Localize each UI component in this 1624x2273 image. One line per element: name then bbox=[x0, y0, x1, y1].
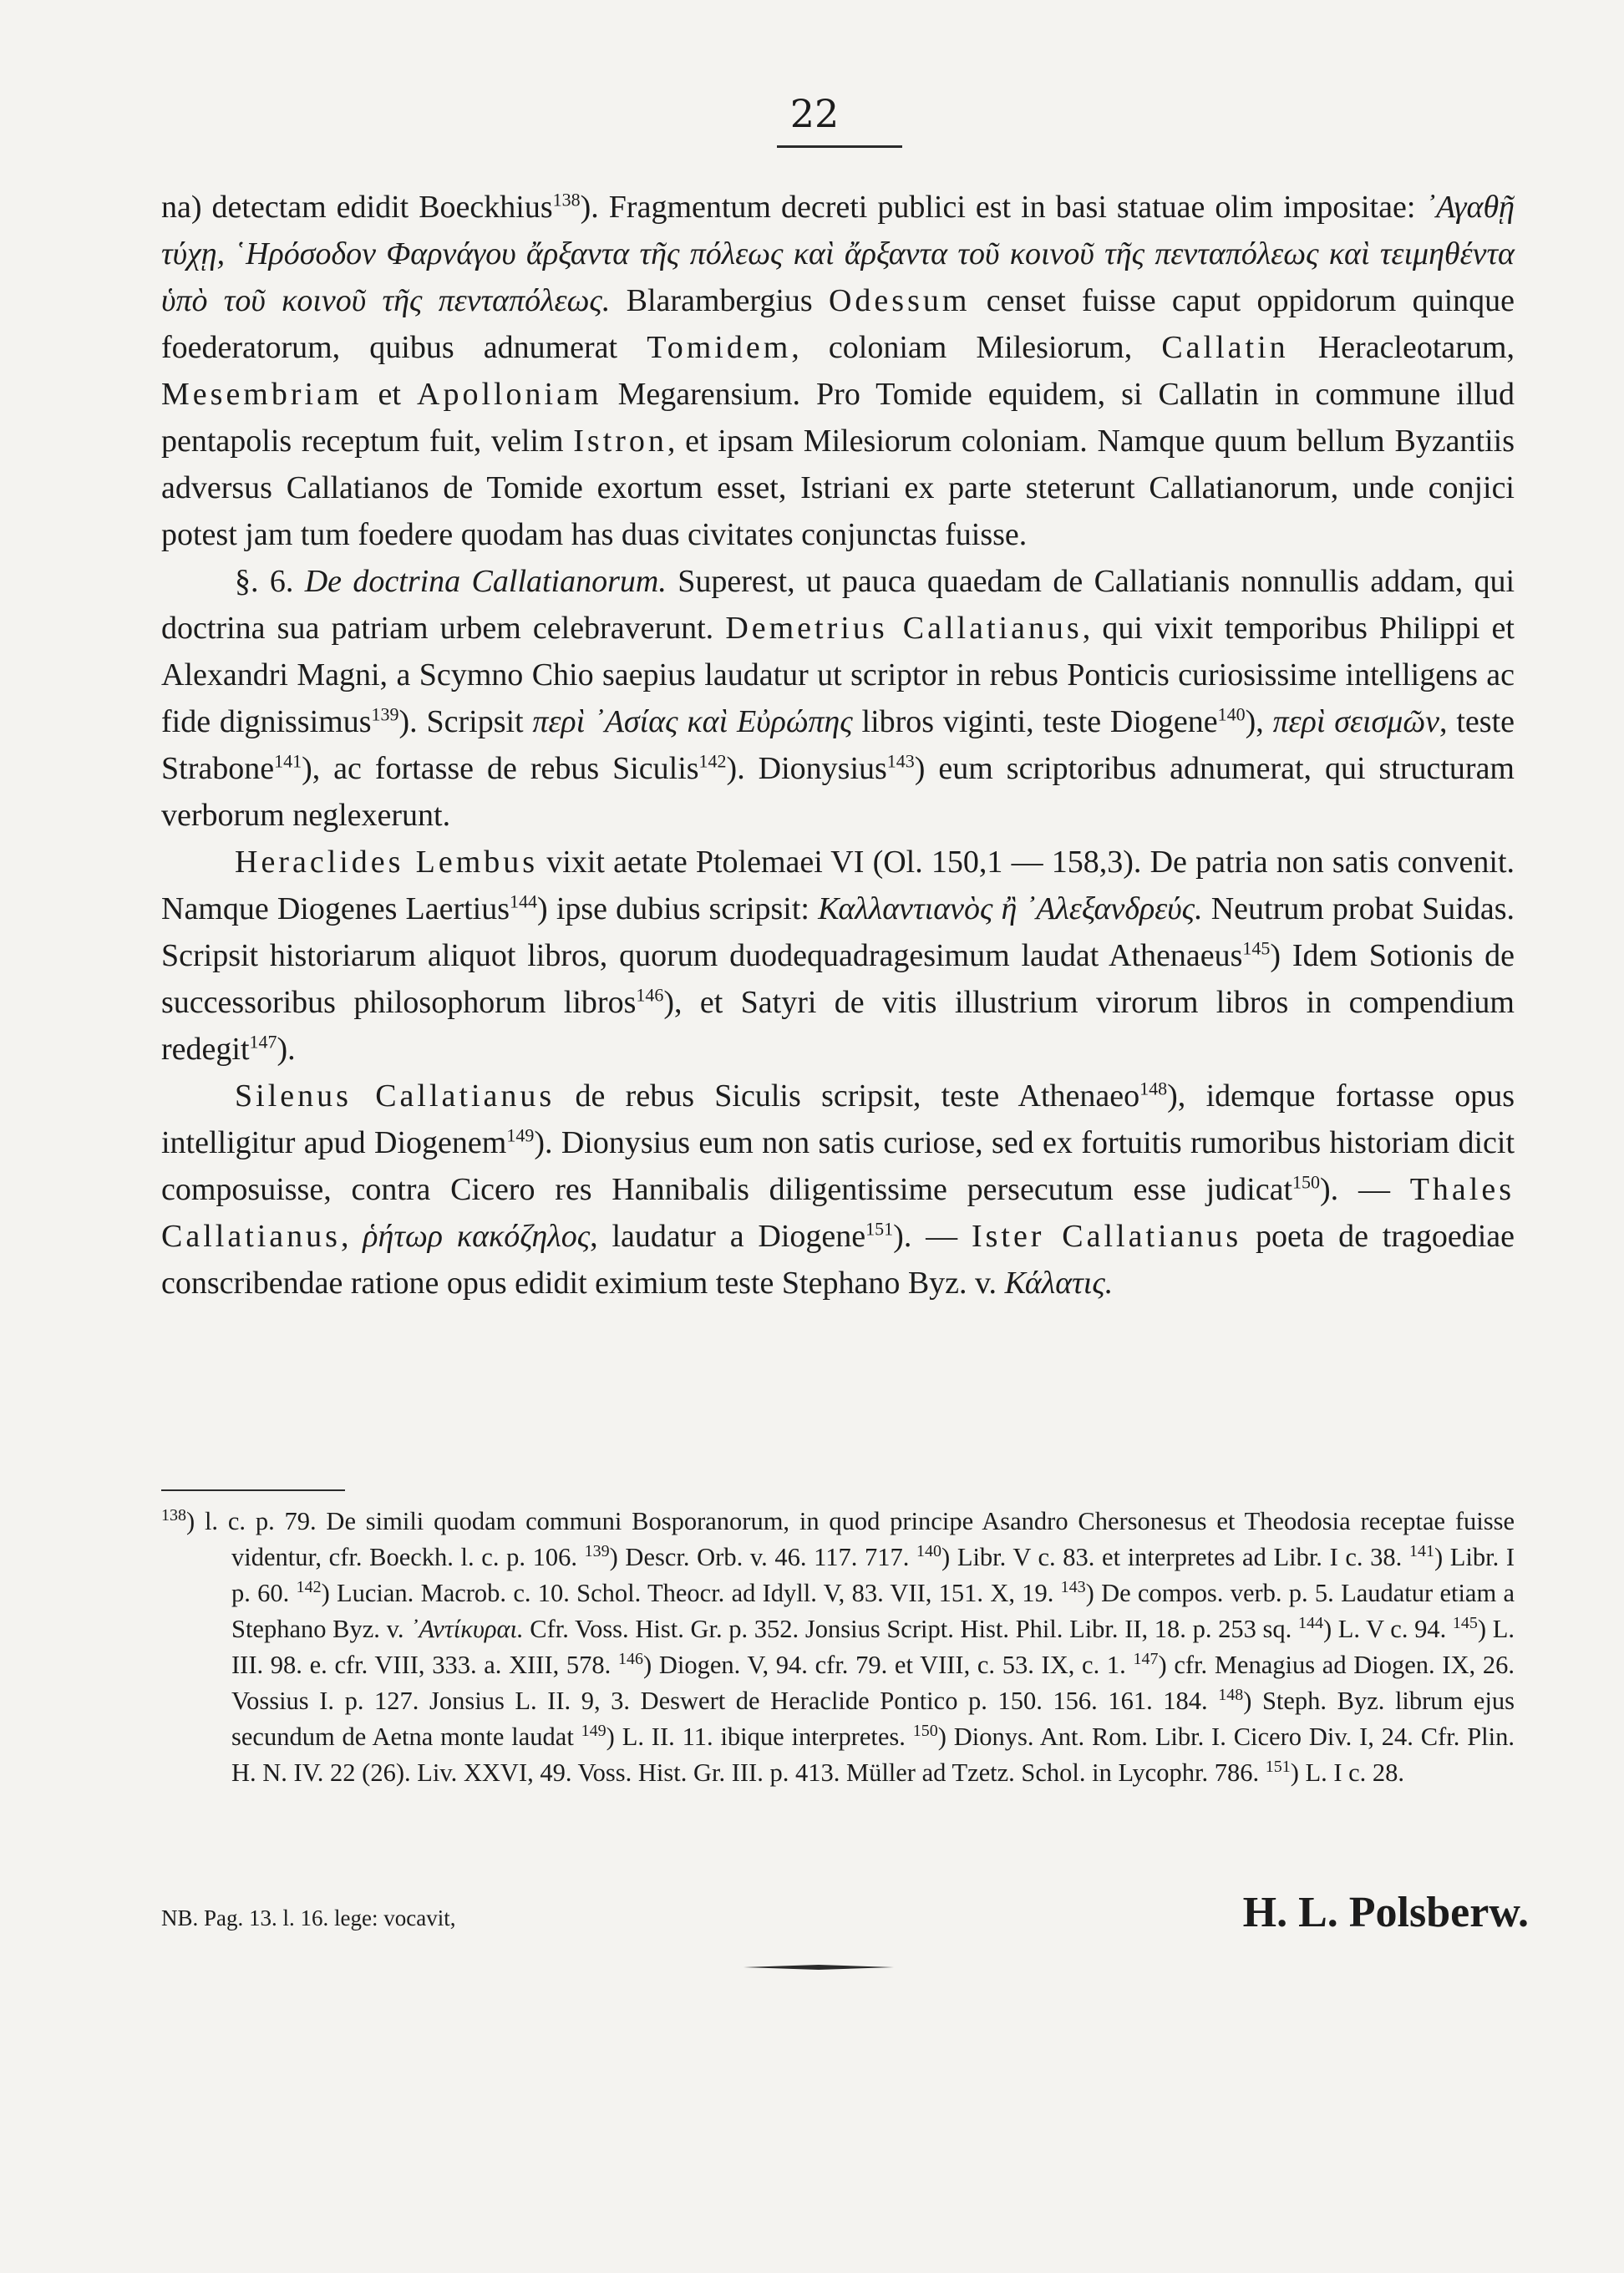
greek-text: ᾿Αντίκυραι. bbox=[410, 1615, 524, 1643]
text-run: ). — bbox=[1320, 1172, 1410, 1207]
text-run: ) eum scriptoribus adnumerat, qui structuram verborum neglexerunt. bbox=[161, 751, 1515, 833]
text-run: ) Lucian. Macrob. c. 10. Schol. Theocr. ad Idyll. V, 83. VII, 151. X, 19. bbox=[321, 1579, 1061, 1607]
greek-text: περὶ ᾿Ασίας καὶ Εὐρώπης bbox=[532, 704, 853, 739]
text-run: , coloniam Milesiorum, bbox=[791, 330, 1162, 365]
spaced-name: Mesembriam bbox=[161, 377, 363, 412]
footnote-reference: 143 bbox=[886, 750, 915, 772]
paragraph bbox=[161, 839, 1515, 1073]
text-run: Blarambergius bbox=[610, 283, 829, 318]
text-run: ) Libr. I p. 60. bbox=[231, 1543, 1515, 1607]
text-run: ). Scripsit bbox=[398, 704, 533, 739]
spaced-name: Thales Callatianus bbox=[161, 1172, 1515, 1254]
text-run: ) Idem Sotionis de successoribus philosophorum libros bbox=[161, 938, 1515, 1020]
footnote-number: 145 bbox=[1452, 1613, 1478, 1632]
text-run: ) l. c. p. 79. De simili quodam communi Bosporanorum, in quod principe Asandro Chersonesus et Theodosia receptae fuisse videntur, cfr. Boeckh. l. c. p. 106. bbox=[186, 1507, 1515, 1571]
main-text bbox=[161, 184, 1515, 1306]
paragraph bbox=[161, 558, 1515, 839]
text-run: Cfr. Voss. Hist. Gr. p. 352. Jonsius Script. Hist. Phil. Libr. II, 18. p. 253 sq. bbox=[523, 1615, 1298, 1643]
text-run: ) L. V c. 94. bbox=[1322, 1615, 1453, 1643]
spaced-name: Apolloniam bbox=[417, 377, 602, 412]
text-run: ) L. III. 98. e. cfr. VIII, 333. a. XIII, 578. bbox=[231, 1615, 1515, 1679]
text-run: censet fuisse caput oppidorum quinque foederatorum, quibus adnumerat bbox=[161, 283, 1515, 365]
footnote-number: 140 bbox=[916, 1541, 942, 1560]
end-ornament bbox=[743, 1965, 894, 1970]
text-run: libros viginti, teste Diogene bbox=[852, 704, 1218, 739]
text-run: ) Steph. Byz. librum ejus secundum de Aetna monte laudat bbox=[231, 1687, 1515, 1751]
text-run: ). Dionysius bbox=[726, 751, 887, 786]
text-run: ), bbox=[1245, 704, 1273, 739]
footnote-reference: 151 bbox=[865, 1218, 894, 1240]
text-run: ). Dionysius eum non satis curiose, sed ex fortuitis rumoribus historiam dicit composuisse, contra Cicero res Hannibalis diligentissime persecutum esse judicat bbox=[161, 1125, 1515, 1207]
footnote-number: 143 bbox=[1060, 1577, 1086, 1596]
paragraph bbox=[161, 1073, 1515, 1306]
greek-text: Κάλατις. bbox=[1004, 1266, 1114, 1301]
text-run: ) Libr. V c. 83. et interpretes ad Libr. I c. 38. bbox=[941, 1543, 1409, 1571]
footnote-number: 144 bbox=[1297, 1613, 1323, 1632]
footnote-reference: 146 bbox=[636, 984, 664, 1006]
text-run: et bbox=[362, 377, 417, 412]
text-run: , qui vixit temporibus Philippi et Alexandri Magni, a Scymno Chio saepius laudatur ut scriptor in rebus Ponticis curiosissime intelligens ac fide dignissimus bbox=[161, 611, 1515, 739]
text-run: ) cfr. Menagius ad Diogen. IX, 26. Vossius I. p. 127. Jonsius L. II. 9, 3. Deswert de Heraclide Pontico p. 150. 156. 161. 184. bbox=[231, 1651, 1515, 1715]
text-run: , et ipsam Milesiorum coloniam. Namque quum bellum Byzantiis adversus Callatianos de Tomide exortum esset, Istriani ex parte steterunt Callatianorum, unde conjici potest jam tum foedere quodam has duas civitates conjunctas fuisse. bbox=[161, 424, 1515, 552]
footnote-reference: 139 bbox=[371, 703, 399, 725]
footnote-reference: 147 bbox=[249, 1031, 277, 1053]
text-run: vixit aetate Ptolemaei VI (Ol. 150,1 — 158,3). De patria non satis convenit. Namque Diogenes Laertius bbox=[161, 845, 1515, 926]
text-run: ) ipse dubius scripsit: bbox=[537, 891, 819, 926]
text-run: , laudatur a Diogene bbox=[590, 1219, 866, 1254]
footnote-number: 138 bbox=[161, 1505, 186, 1525]
text-run: ) Diogen. V, 94. cfr. 79. et VIII, c. 53. IX, c. 1. bbox=[643, 1651, 1134, 1679]
footnote-reference: 150 bbox=[1292, 1171, 1321, 1193]
text-run: Heracleotarum, bbox=[1288, 330, 1515, 365]
text-run: ). bbox=[277, 1032, 296, 1067]
paragraph bbox=[161, 184, 1515, 558]
text-run: ) Dionys. Ant. Rom. Libr. I. Cicero Div. I, 24. Cfr. Plin. H. N. IV. 22 (26). Liv. XXVI, 49. Voss. Hist. Gr. III. p. 413. Müller ad Tzetz. Schol. in Lycophr. 786. bbox=[231, 1723, 1515, 1787]
footnote-number: 139 bbox=[584, 1541, 610, 1560]
spaced-name: Tomidem bbox=[647, 330, 792, 365]
spaced-name: Silenus Callatianus bbox=[235, 1078, 556, 1114]
greek-text: περὶ σεισμῶν bbox=[1272, 704, 1440, 739]
section-heading: De doctrina Callatianorum. bbox=[304, 564, 667, 599]
footnote-number: 146 bbox=[618, 1649, 643, 1668]
text-run: Megarensium. Pro Tomide equidem, si Callatin in commune illud pentapolis receptum fuit, velim bbox=[161, 377, 1515, 459]
spaced-name: Heraclides Lembus bbox=[235, 845, 539, 880]
greek-text: ῥήτωρ κακόζηλος bbox=[363, 1219, 591, 1254]
text-run: Superest, ut pauca quaedam de Callatianis nonnullis addam, qui doctrina sua patriam urbem celebraverunt. bbox=[161, 564, 1515, 646]
text-run: , bbox=[340, 1219, 363, 1254]
text-run: de rebus Siculis scripsit, teste Athenaeo bbox=[555, 1078, 1140, 1114]
footnote-reference: 141 bbox=[274, 750, 302, 772]
spaced-name: Demetrius Callatianus bbox=[725, 611, 1083, 646]
footnote-number: 149 bbox=[581, 1721, 606, 1740]
text-run: §. 6. bbox=[235, 564, 305, 599]
footnote-block bbox=[161, 1504, 1515, 1791]
spaced-name: Ister Callatianus bbox=[971, 1219, 1242, 1254]
footnote-separator bbox=[161, 1489, 345, 1491]
footnote-reference: 148 bbox=[1139, 1078, 1168, 1099]
text-run: ) De compos. verb. p. 5. Laudatur etiam a Stephano Byz. v. bbox=[231, 1579, 1515, 1643]
author-signature: H. L. Polsberw. bbox=[1242, 1889, 1529, 1936]
footnote-number: 141 bbox=[1408, 1541, 1434, 1560]
text-run: ) L. II. 11. ibique interpretes. bbox=[606, 1723, 913, 1751]
footnote-number: 142 bbox=[296, 1577, 322, 1596]
page-number: 22 bbox=[789, 91, 840, 136]
errata-note: NB. Pag. 13. l. 16. lege: vocavit, bbox=[161, 1905, 456, 1931]
footnotes bbox=[161, 1504, 1515, 1791]
text-run: ) Descr. Orb. v. 46. 117. 717. bbox=[609, 1543, 917, 1571]
text-run: ), ac fortasse de rebus Siculis bbox=[302, 751, 699, 786]
text-run: ). Fragmentum decreti publici est in basi statuae olim impositae: bbox=[580, 190, 1426, 225]
footnote-reference: 145 bbox=[1242, 937, 1271, 959]
footnote-reference: 140 bbox=[1217, 703, 1246, 725]
text-run: ), idemque fortasse opus intelligitur apud Diogenem bbox=[161, 1078, 1515, 1160]
spaced-name: Callatin bbox=[1161, 330, 1289, 365]
footnote-reference: 138 bbox=[552, 189, 581, 211]
text-run: Neutrum probat Suidas. Scripsit historiarum aliquot libros, quorum duodequadragesimum laudat Athenaeus bbox=[161, 891, 1515, 973]
text-run: ). — bbox=[893, 1219, 972, 1254]
footnote-reference: 149 bbox=[506, 1124, 535, 1146]
footnote-number: 148 bbox=[1218, 1685, 1244, 1704]
spaced-name: Odessum bbox=[828, 283, 971, 318]
text-run: , teste Strabone bbox=[161, 704, 1515, 786]
text-run: na) detectam edidit Boeckhius bbox=[161, 190, 553, 225]
footnote-reference: 144 bbox=[510, 890, 538, 912]
greek-text: Καλλαντιανὸς ἢ ᾿Αλεξανδρεύς. bbox=[818, 891, 1203, 926]
footnote-number: 150 bbox=[912, 1721, 938, 1740]
greek-text: ᾿Αγαθῇ τύχῃ, ῾Ηρόσοδον Φαρνάγου ἄρξαντα τῆς πόλεως καὶ ἄρξαντα τοῦ κοινοῦ τῆς πενταπόλεως καὶ τειμηθέντα ὑπὸ τοῦ κοινοῦ τῆς πενταπόλεως. bbox=[161, 190, 1515, 318]
spaced-name: Istron bbox=[573, 424, 667, 459]
footnote-number: 151 bbox=[1265, 1757, 1291, 1776]
footnote-reference: 142 bbox=[698, 750, 727, 772]
text-run: poeta de tragoediae conscribendae ratione opus edidit eximium teste Stephano Byz. v. bbox=[161, 1219, 1515, 1301]
page-number-rule bbox=[777, 145, 902, 148]
footnote-number: 147 bbox=[1133, 1649, 1159, 1668]
text-run: ), et Satyri de vitis illustrium virorum libros in compendium redegit bbox=[161, 985, 1515, 1067]
text-run: ) L. I c. 28. bbox=[1290, 1758, 1405, 1787]
